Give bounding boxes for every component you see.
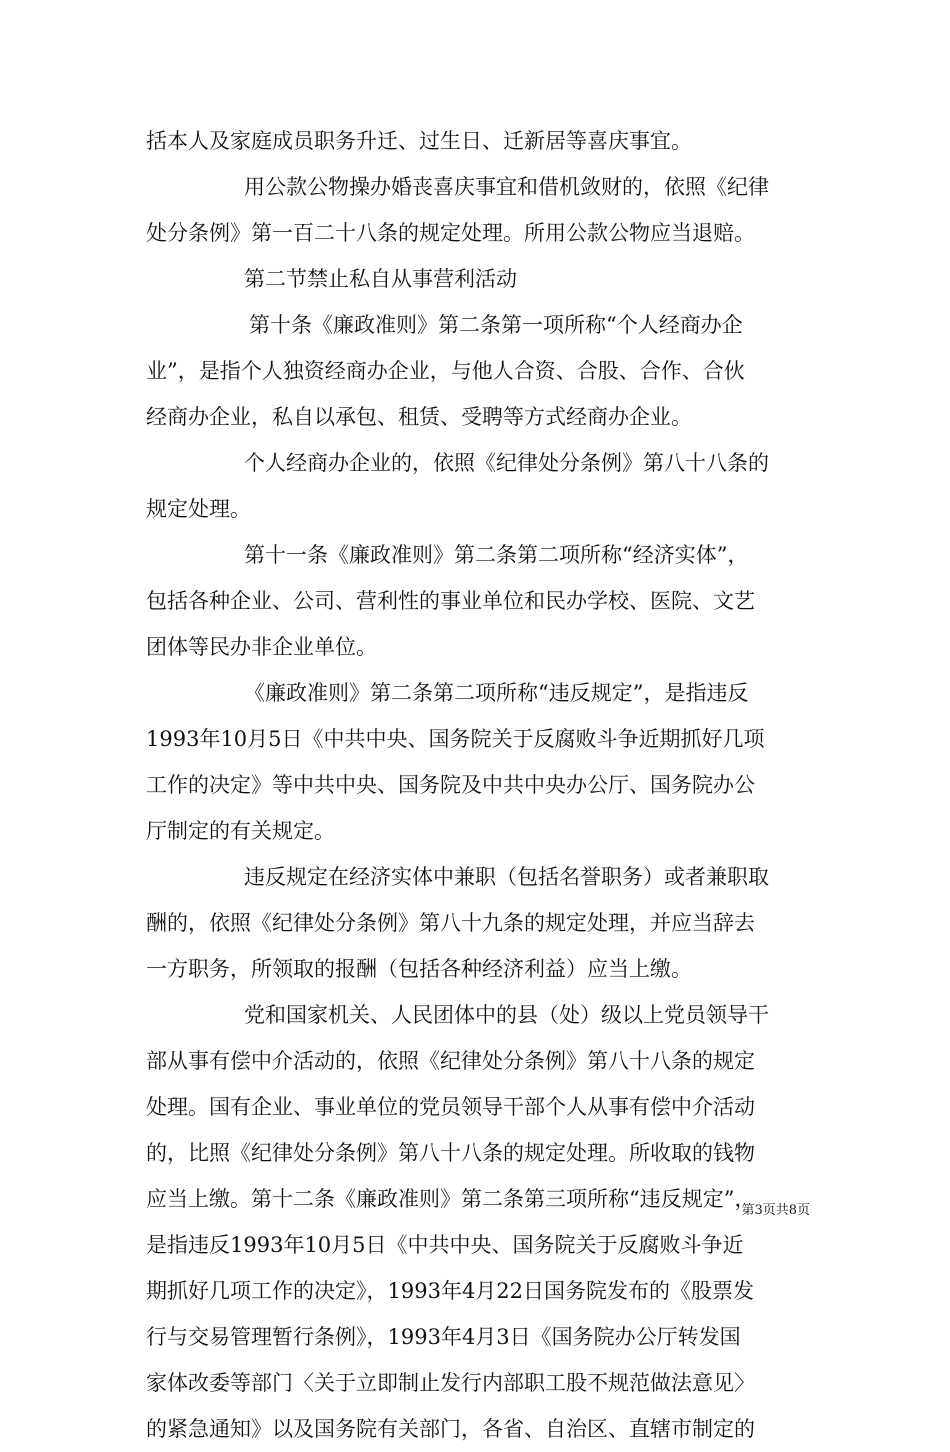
body-line: 《廉政准则》第二条第二项所称“违反规定”，是指违反 [244,681,749,705]
body-line: 的，比照《纪律处分条例》第八十八条的规定处理。所收取的钱物 [146,1141,755,1165]
page-number: 第3页共8页 [741,1203,810,1218]
body-line: 处分条例》第一百二十八条的规定处理。所用公款公物应当退赔。 [146,221,755,245]
body-line: 期抓好几项工作的决定》，1993年4月22日国务院发布的《股票发 [146,1279,755,1303]
body-line: 经商办企业，私自以承包、租赁、受聘等方式经商办企业。 [146,405,692,429]
body-line: 个人经商办企业的，依照《纪律处分条例》第八十八条的 [244,451,769,475]
body-line: 第十一条《廉政准则》第二条第二项所称“经济实体”， [244,543,749,567]
body-line: 厅制定的有关规定。 [146,819,335,843]
document-body [146,118,810,1452]
body-line: 的紧急通知》以及国务院有关部门，各省、自治区、直辖市制定的 [146,1417,755,1441]
body-line: 酬的，依照《纪律处分条例》第八十九条的规定处理，并应当辞去 [146,911,755,935]
body-line: 1993年10月5日《中共中央、国务院关于反腐败斗争近期抓好几项 [146,727,765,751]
body-line: 处理。国有企业、事业单位的党员领导干部个人从事有偿中介活动 [146,1095,755,1119]
body-line: 用公款公物操办婚丧喜庆事宜和借机敛财的，依照《纪律 [244,175,769,199]
body-line: 包括各种企业、公司、营利性的事业单位和民办学校、医院、文艺 [146,589,755,613]
body-line: 团体等民办非企业单位。 [146,635,377,659]
body-line: 规定处理。 [146,497,251,521]
body-line: 家体改委等部门〈关于立即制止发行内部职工股不规范做法意见〉 [146,1371,755,1395]
body-line: 党和国家机关、人民团体中的县（处）级以上党员领导干 [244,1003,769,1027]
body-line: 应当上缴。第十二条《廉政准则》第二条第三项所称“违反规定”， [146,1187,756,1211]
section-heading: 第二节禁止私自从事营利活动 [244,267,517,291]
body-line: 违反规定在经济实体中兼职（包括名誉职务）或者兼职取 [244,865,769,889]
body-line: 一方职务，所领取的报酬（包括各种经济利益）应当上缴。 [146,957,692,981]
body-line: 是指违反1993年10月5日《中共中央、国务院关于反腐败斗争近 [146,1233,744,1257]
body-line: 工作的决定》等中共中央、国务院及中共中央办公厅、国务院办公 [146,773,755,797]
body-line: 行与交易管理暂行条例》，1993年4月3日《国务院办公厅转发国 [146,1325,741,1349]
body-line: 业”，是指个人独资经商办企业，与他人合资、合股、合作、合伙 [146,359,745,383]
body-line: 部从事有偿中介活动的，依照《纪律处分条例》第八十八条的规定 [146,1049,755,1073]
body-line: 第十条《廉政准则》第二条第一项所称“个人经商办企 [249,313,743,337]
body-line: 括本人及家庭成员职务升迁、过生日、迁新居等喜庆事宜。 [146,129,692,153]
